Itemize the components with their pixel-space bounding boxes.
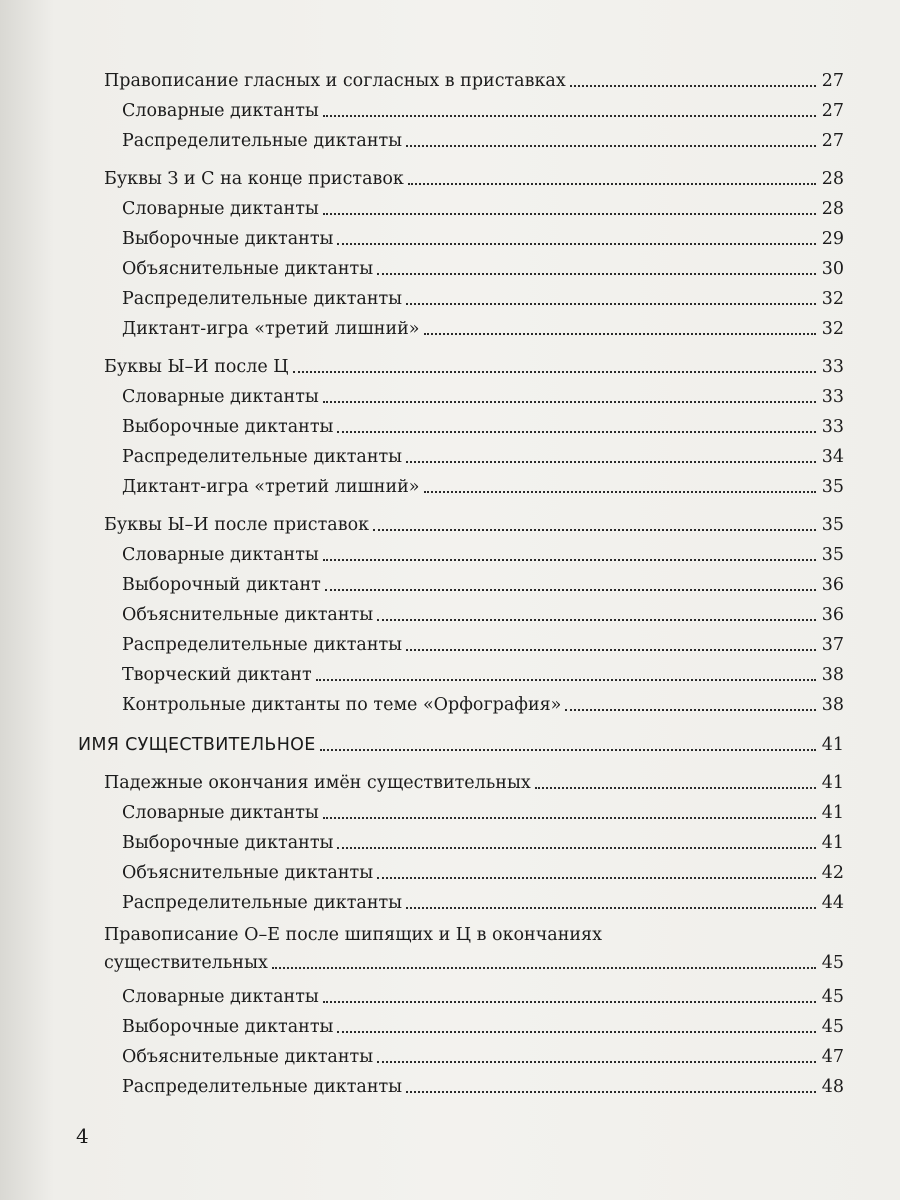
toc-entry-page: 27 [821, 101, 844, 121]
toc-entry-page: 36 [821, 575, 844, 595]
toc-entry-title: Словарные диктанты [122, 101, 319, 121]
toc-entry-page: 35 [821, 515, 844, 535]
toc-entry-title: Распределительные диктанты [122, 635, 403, 655]
toc-entry-title: Распределительные диктанты [122, 447, 403, 467]
toc-entry-title: Выборочный диктант [122, 575, 321, 595]
toc-entry-title: Объяснительные диктанты [122, 259, 374, 279]
toc-entry [122, 656, 844, 686]
toc-entry-title: Диктант-игра «третий лишний» [122, 477, 420, 497]
toc-entry-title-line1: Правописание О–Е после шипящих и Ц в окончаниях [104, 925, 602, 945]
toc-entry [122, 536, 844, 566]
toc-entry-title: Буквы Ы–И после приставок [104, 515, 370, 535]
toc-entry-page: 28 [821, 169, 844, 189]
toc-entry-page: 48 [821, 1077, 844, 1097]
toc-entry-page: 28 [821, 199, 844, 219]
toc-entry-title: ИМЯ СУЩЕСТВИТЕЛЬНОЕ [78, 735, 316, 755]
dot-leader [408, 183, 816, 185]
dot-leader [337, 1031, 815, 1033]
toc-entry-page: 32 [821, 319, 844, 339]
toc-entry [122, 468, 844, 498]
toc-entry [122, 1008, 844, 1038]
toc-entry [122, 884, 844, 914]
toc-topic [104, 62, 844, 92]
toc-section-heading [78, 726, 844, 756]
toc-entry-page: 38 [821, 695, 844, 715]
toc-entry [122, 250, 844, 280]
toc-entry-page: 47 [821, 1047, 844, 1067]
toc-entry [122, 408, 844, 438]
dot-leader [377, 877, 816, 879]
dot-leader [535, 787, 816, 789]
toc-entry-page: 27 [821, 71, 844, 91]
toc-entry-title: Буквы З и С на конце приставок [104, 169, 404, 189]
toc-entry [104, 944, 844, 974]
toc-entry-page: 32 [821, 289, 844, 309]
toc-topic [104, 764, 844, 794]
dot-leader [424, 491, 816, 493]
dot-leader [325, 589, 816, 591]
dot-leader [406, 461, 816, 463]
dot-leader [323, 213, 816, 215]
toc-entry-page: 33 [821, 417, 844, 437]
toc-entry [122, 310, 844, 340]
dot-leader [406, 649, 816, 651]
dot-leader [377, 1061, 816, 1063]
toc-entry-page: 41 [821, 803, 844, 823]
toc-entry-title: Выборочные диктанты [122, 833, 334, 853]
toc-entry-page: 33 [821, 357, 844, 377]
toc-entry-title: Словарные диктанты [122, 545, 319, 565]
toc-entry-page: 45 [821, 1017, 844, 1037]
dot-leader [272, 967, 816, 969]
toc-entry-page: 44 [821, 893, 844, 913]
toc-entry-title: Творческий диктант [122, 665, 312, 685]
toc-entry-page: 30 [821, 259, 844, 279]
toc-entry [122, 92, 844, 122]
dot-leader [406, 1091, 816, 1093]
dot-leader [377, 619, 816, 621]
dot-leader [337, 847, 815, 849]
toc-entry-page: 35 [821, 545, 844, 565]
toc-topic [104, 506, 844, 536]
toc-entry [122, 220, 844, 250]
toc-entry-title: Правописание гласных и согласных в приставках [104, 71, 566, 91]
toc-entry-page: 45 [821, 987, 844, 1007]
toc-entry [122, 794, 844, 824]
toc-entry-page: 34 [821, 447, 844, 467]
dot-leader [377, 273, 816, 275]
toc-entry [122, 978, 844, 1008]
toc-entry-page: 38 [821, 665, 844, 685]
toc-entry [122, 626, 844, 656]
dot-leader [323, 115, 816, 117]
toc-entry-title: Выборочные диктанты [122, 1017, 334, 1037]
toc-entry [122, 1068, 844, 1098]
toc-entry [122, 824, 844, 854]
toc-entry-title: Выборочные диктанты [122, 417, 334, 437]
toc-entry-page: 29 [821, 229, 844, 249]
toc-topic [104, 160, 844, 190]
dot-leader [565, 709, 815, 711]
toc-entry-title: Словарные диктанты [122, 387, 319, 407]
toc-entry-title: Объяснительные диктанты [122, 863, 374, 883]
toc-entry-page: 33 [821, 387, 844, 407]
toc-entry-page: 41 [821, 833, 844, 853]
dot-leader [293, 371, 816, 373]
toc-entry-page: 36 [821, 605, 844, 625]
toc-entry-title: Выборочные диктанты [122, 229, 334, 249]
dot-leader [316, 679, 816, 681]
dot-leader [337, 431, 815, 433]
toc-entry-title: Распределительные диктанты [122, 1077, 403, 1097]
dot-leader [323, 401, 816, 403]
toc-entry-title: Распределительные диктанты [122, 131, 403, 151]
toc-entry-title: Объяснительные диктанты [122, 605, 374, 625]
toc-entry-title: Буквы Ы–И после Ц [104, 357, 289, 377]
toc-entry-title: Словарные диктанты [122, 987, 319, 1007]
dot-leader [320, 749, 816, 751]
toc-entry-title-line2: существительных [104, 953, 268, 973]
dot-leader [323, 1001, 816, 1003]
toc-entry-page: 37 [821, 635, 844, 655]
toc-entry-title: Падежные окончания имён существительных [104, 773, 531, 793]
toc-entry-page: 41 [821, 773, 844, 793]
dot-leader [406, 303, 816, 305]
toc-topic [104, 348, 844, 378]
toc-entry-page: 45 [821, 953, 844, 973]
toc-entry-page: 27 [821, 131, 844, 151]
toc-entry-page: 42 [821, 863, 844, 883]
toc-entry [122, 686, 844, 716]
dot-leader [424, 333, 816, 335]
dot-leader [337, 243, 815, 245]
toc-entry-title: Диктант-игра «третий лишний» [122, 319, 420, 339]
toc-entry [122, 438, 844, 468]
toc-entry [122, 190, 844, 220]
toc-entry-title: Распределительные диктанты [122, 893, 403, 913]
toc-entry [122, 280, 844, 310]
toc-entry-page: 35 [821, 477, 844, 497]
dot-leader [373, 529, 816, 531]
dot-leader [323, 559, 816, 561]
page-number: 4 [76, 1124, 89, 1148]
toc-entry-title: Контрольные диктанты по теме «Орфография» [122, 695, 562, 715]
dot-leader [323, 817, 816, 819]
toc-entry [122, 854, 844, 884]
dot-leader [570, 85, 816, 87]
toc-entry-page: 41 [821, 735, 844, 755]
toc-entry [122, 1038, 844, 1068]
toc-entry-title: Распределительные диктанты [122, 289, 403, 309]
toc-entry [122, 596, 844, 626]
toc-entry [122, 378, 844, 408]
dot-leader [406, 907, 816, 909]
toc-entry-title: Словарные диктанты [122, 199, 319, 219]
toc-entry [122, 122, 844, 152]
toc-entry-title: Объяснительные диктанты [122, 1047, 374, 1067]
dot-leader [406, 145, 816, 147]
toc-entry-title: Словарные диктанты [122, 803, 319, 823]
toc-entry [122, 566, 844, 596]
